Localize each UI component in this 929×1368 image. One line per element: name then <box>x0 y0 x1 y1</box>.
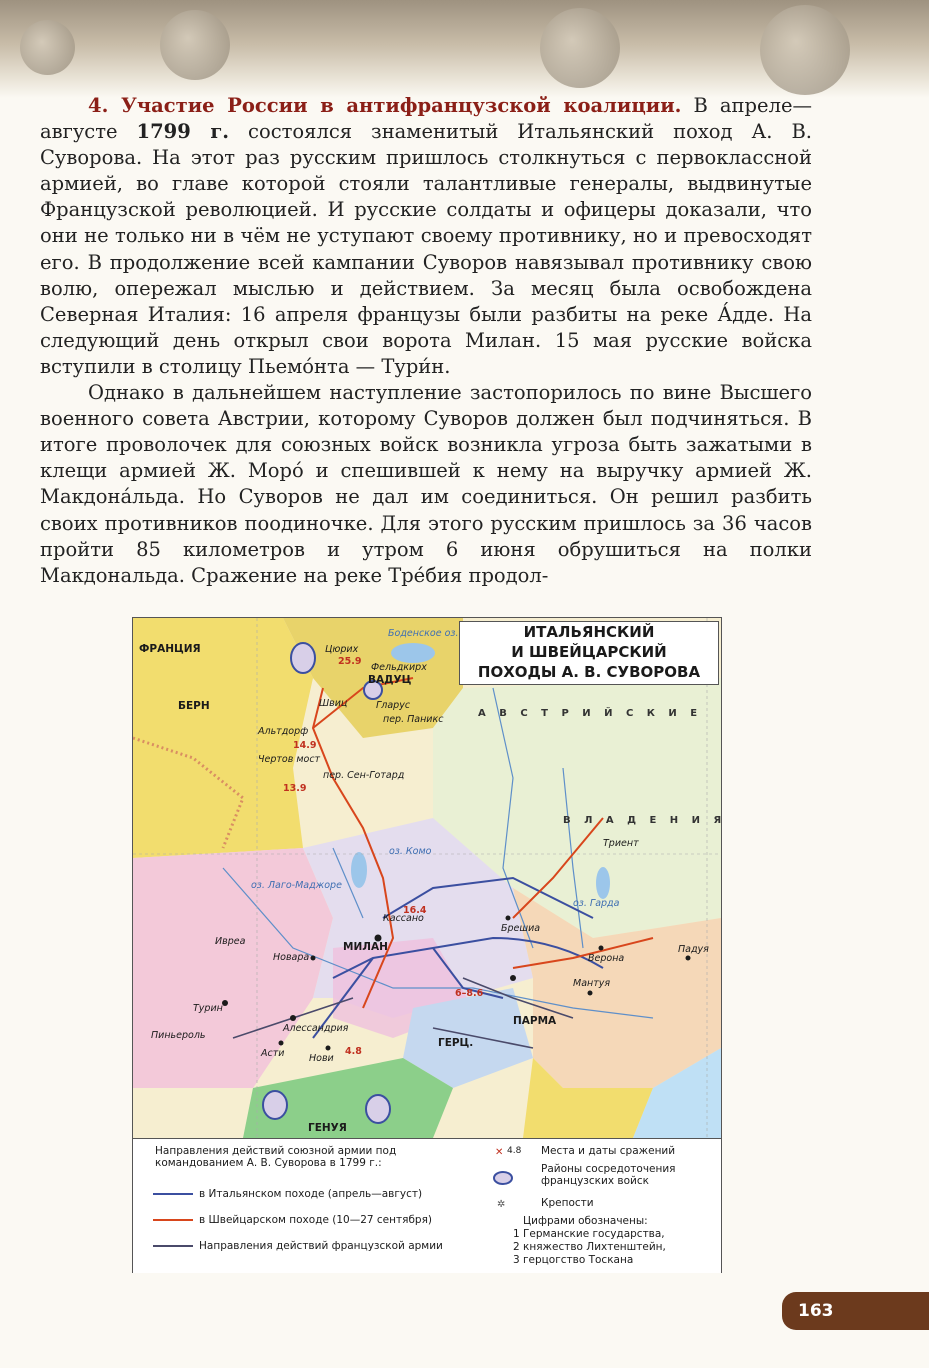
svg-text:✕: ✕ <box>495 1147 504 1158</box>
label-verona: Верона <box>588 953 625 964</box>
battle-date-adda: 16.4 <box>403 905 427 916</box>
lake-garda <box>596 867 610 899</box>
label-brescia: Брешиа <box>501 923 541 934</box>
label-ivrea: Ивреа <box>215 936 246 947</box>
label-bern: БЕРН <box>178 700 210 712</box>
battle-date-trebbia: 6–8.6 <box>455 988 484 999</box>
label-trient: Триент <box>603 838 639 849</box>
label-lake-maggiore: оз. Лаго-Маджоре <box>251 880 342 891</box>
section-heading: 4. Участие России в антифранцузской коалиции. <box>88 94 682 117</box>
legend-french: Направления действий французской армии <box>199 1240 443 1252</box>
battle-date-gotthard: 13.9 <box>283 783 307 794</box>
label-alessandria: Алессандрия <box>283 1023 349 1034</box>
legend-battles: Места и даты сражений <box>541 1145 676 1157</box>
legend-battles-sample: 4.8 <box>507 1146 522 1156</box>
body-text <box>40 93 812 589</box>
label-novi: Нови <box>309 1053 334 1064</box>
decorative-banner <box>0 0 929 98</box>
label-padua: Падуя <box>678 944 709 955</box>
label-novara: Новара <box>273 952 310 963</box>
label-milan: МИЛАН <box>343 941 388 953</box>
portrait-medallion <box>160 10 230 80</box>
paragraph-2: Однако в дальнейшем наступление застопорилось по вине Высшего военного совета Австрии, которому Суворов должен был подчиняться. В итоге проволочек для союзных войск возникла угроза быть зажатыми в клещи армией Ж. Моро́ и спешившей к нему на выручку армией Ж. Макдона́льда. Но Суворов не дал им соединиться. Он решил разбить своих противников поодиночке. Для этого русским пришлось за 36 часов пройти 85 километров и утром 6 июня обрушиться на полки Макдональда. Сражение на реке Тре́бия продол- <box>40 381 812 587</box>
label-panix: пер. Паникс <box>383 714 444 725</box>
portrait-medallion <box>20 20 75 75</box>
legend-concentration: Районы сосредоточения французских войск <box>541 1163 676 1187</box>
legend-numbers-header: Цифрами обозначены: <box>523 1215 648 1227</box>
label-feldkirch: Фельдкирх <box>371 662 427 673</box>
map-drawing <box>133 618 721 1138</box>
label-schwyz: Швиц <box>319 698 348 709</box>
legend-n3: 3 герцогство Тоскана <box>513 1254 634 1266</box>
label-lake-como: оз. Комо <box>389 846 432 857</box>
label-zurich: Цюрих <box>325 644 359 655</box>
label-gotthard: пер. Сен-Готард <box>323 770 405 781</box>
label-asti: Асти <box>261 1048 285 1059</box>
legend-fortresses: Крепости <box>541 1197 594 1209</box>
label-turin: Турин <box>193 1003 223 1014</box>
label-france: ФРАНЦИЯ <box>139 643 201 655</box>
map-title: ИТАЛЬЯНСКИЙ И ШВЕЙЦАРСКИЙ ПОХОДЫ А. В. СУВОРОВА <box>459 621 719 685</box>
label-lake-garda: оз. Гарда <box>573 898 620 909</box>
legend-italian: в Итальянском походе (апрель—август) <box>199 1188 423 1200</box>
label-mantua: Мантуя <box>573 978 611 989</box>
legend-n1: 1 Германские государства, <box>513 1228 665 1240</box>
battle-date-bridge: 14.9 <box>293 740 317 751</box>
label-altdorf: Альтдорф <box>258 726 309 737</box>
svg-text:✲: ✲ <box>497 1199 506 1210</box>
page-number: 163 <box>782 1292 929 1330</box>
label-parma: ПАРМА <box>513 1015 557 1027</box>
legend-header: Направления действий союзной армии под командованием А. В. Суворова в 1799 г.: <box>155 1145 397 1169</box>
label-herz: ГЕРЦ. <box>438 1037 474 1049</box>
portrait-medallion <box>540 8 620 88</box>
label-pinerolo: Пиньероль <box>151 1030 206 1041</box>
battle-date-novi: 4.8 <box>345 1046 362 1057</box>
label-bodensee: Боденское оз. <box>388 628 459 639</box>
lake-bodensee <box>391 643 435 663</box>
label-possessions: В Л А Д Е Н И Я <box>563 815 727 826</box>
label-austrian: А В С Т Р И Й С К И Е <box>478 708 703 719</box>
label-devils-bridge: Чертов мост <box>258 754 321 765</box>
label-vaduz: ВАДУЦ <box>368 674 412 686</box>
legend-n2: 2 княжество Лихтенштейн, <box>513 1241 666 1253</box>
battle-date-zurich: 25.9 <box>338 656 362 667</box>
campaign-map <box>132 617 727 1273</box>
label-genoa: ГЕНУЯ <box>308 1122 347 1134</box>
legend-swiss: в Швейцарском походе (10—27 сентября) <box>199 1214 432 1226</box>
portrait-medallion <box>760 5 850 95</box>
label-glarus: Гларус <box>376 700 411 711</box>
lake-maggiore <box>351 852 367 888</box>
map-legend <box>133 1138 721 1273</box>
label-cassano: Кассано <box>383 913 424 924</box>
paragraph-1: 4. Участие России в антифранцузской коалиции. В апреле—августе 1799 г. состоялся знаменитый Итальянский поход А. В. Суворова. На этот раз русским пришлось столкнуться с первоклассной армией, во главе которой стояли талантливые генералы, выдвинутые Французской революцией. И русские солдаты и офицеры доказали, что они не только ни в чём не уступают своему противнику, но и превосходят его. В продолжение всей кампании Суворов навязывал противнику свою волю, опережал мыслью и действием. За месяц была освобождена Северная Италия: 16 апреля французы были разбиты на реке А́дде. На следующий день открыл свои ворота Милан. 15 мая русские войска вступили в столицу Пьемо́нта — Тури́н. <box>40 94 812 378</box>
